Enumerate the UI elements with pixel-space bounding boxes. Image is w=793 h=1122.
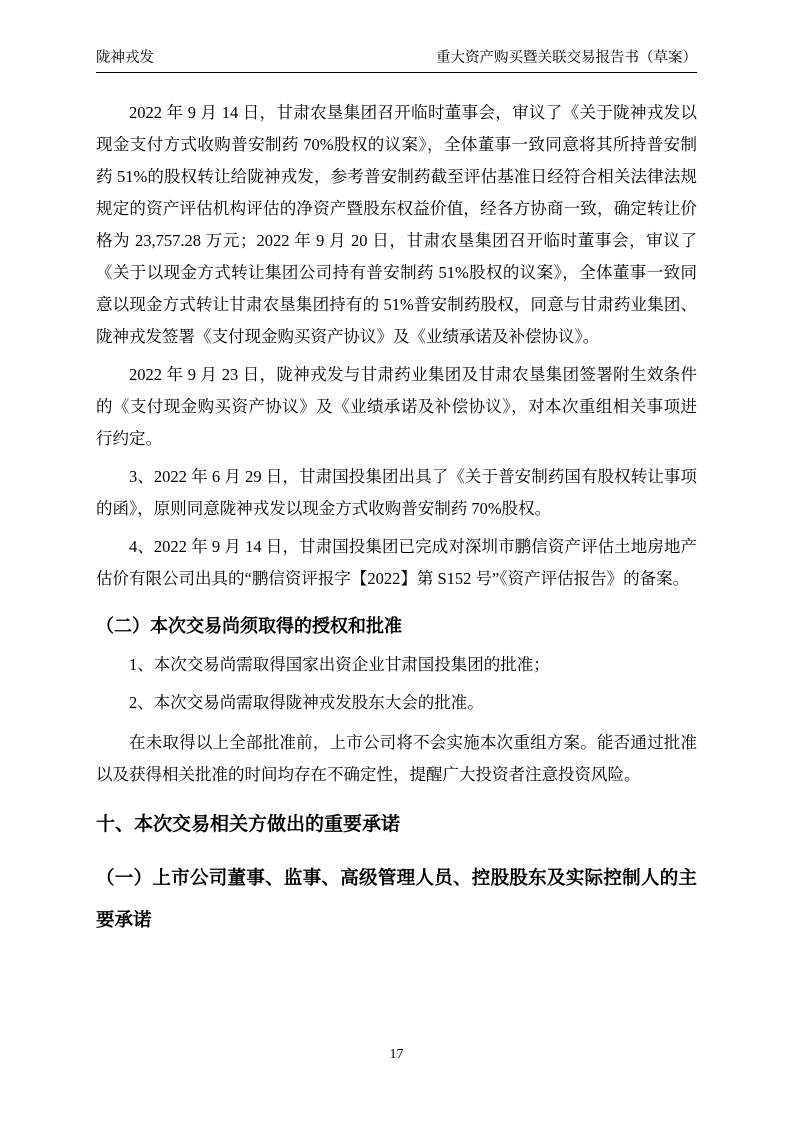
running-header: [96, 48, 697, 73]
paragraph-approval-item2: 2、本次交易尚需取得陇神戎发股东大会的批准。: [129, 693, 484, 712]
paragraph-board-resolution: 2022 年 9 月 14 日，甘肃农垦集团召开临时董事会，审议了《关于陇神戎发以现金支付方式收购普安制药 70%股权的议案》，全体董事一致同意将其所持普安制药 51%的股权转让给陇神戎发，参考普安制药截至评估基准日经符合相关法律法规规定的资产评估机构评估的净资产暨股东权益价值，经各方协商一致，确定转让价格为 23,757.28 万元；2022 年 9 月 20 日，甘肃农垦集团召开临时董事会，审议了《关于以现金方式转让集团公司持有普安制药 51%股权的议案》，全体董事一致同意以现金方式转让甘肃农垦集团持有的 51%普安制药股权，同意与甘肃药业集团、陇神戎发签署《支付现金购买资产协议》及《业绩承诺及补偿协议》。: [96, 103, 697, 346]
heading-section2-approvals: （二）本次交易尚须取得的授权和批准: [96, 616, 402, 636]
paragraph-agreement-signing: 2022 年 9 月 23 日，陇神戎发与甘肃药业集团及甘肃农垦集团签署附生效条件的《支付现金购买资产协议》及《业绩承诺及补偿协议》，对本次重组相关事项进行约定。: [96, 365, 697, 448]
paragraph-item3-letter: 3、2022 年 6 月 29 日，甘肃国投集团出具了《关于普安制药国有股权转让事项的函》，原则同意陇神戎发以现金方式收购普安制药 70%股权。: [96, 467, 697, 518]
page-number: 17: [389, 1047, 404, 1062]
heading-section10-1-commitments: （一）上市公司董事、监事、高级管理人员、控股股东及实际控制人的主要承诺: [96, 867, 697, 930]
page-content: [96, 48, 697, 941]
paragraph-approval-item1: 1、本次交易尚需取得国家出资企业甘肃国投集团的批准；: [129, 655, 550, 674]
page-footer: [0, 1046, 793, 1064]
paragraph-risk-note: 在未取得以上全部批准前，上市公司将不会实施本次重组方案。能否通过批准以及获得相关批准的时间均存在不确定性，提醒广大投资者注意投资风险。: [96, 733, 697, 784]
heading-chapter10-commitments: 十、本次交易相关方做出的重要承诺: [96, 814, 401, 835]
header-company-short-name: 陇神戎发: [96, 50, 154, 66]
header-report-title: 重大资产购买暨关联交易报告书（草案）: [436, 50, 697, 66]
paragraph-item4-filing: 4、2022 年 9 月 14 日，甘肃国投集团已完成对深圳市鹏信资产评估土地房地产估价有限公司出具的“鹏信资评报字【2022】第 S152 号”《资产评估报告》的备案。: [96, 537, 697, 588]
